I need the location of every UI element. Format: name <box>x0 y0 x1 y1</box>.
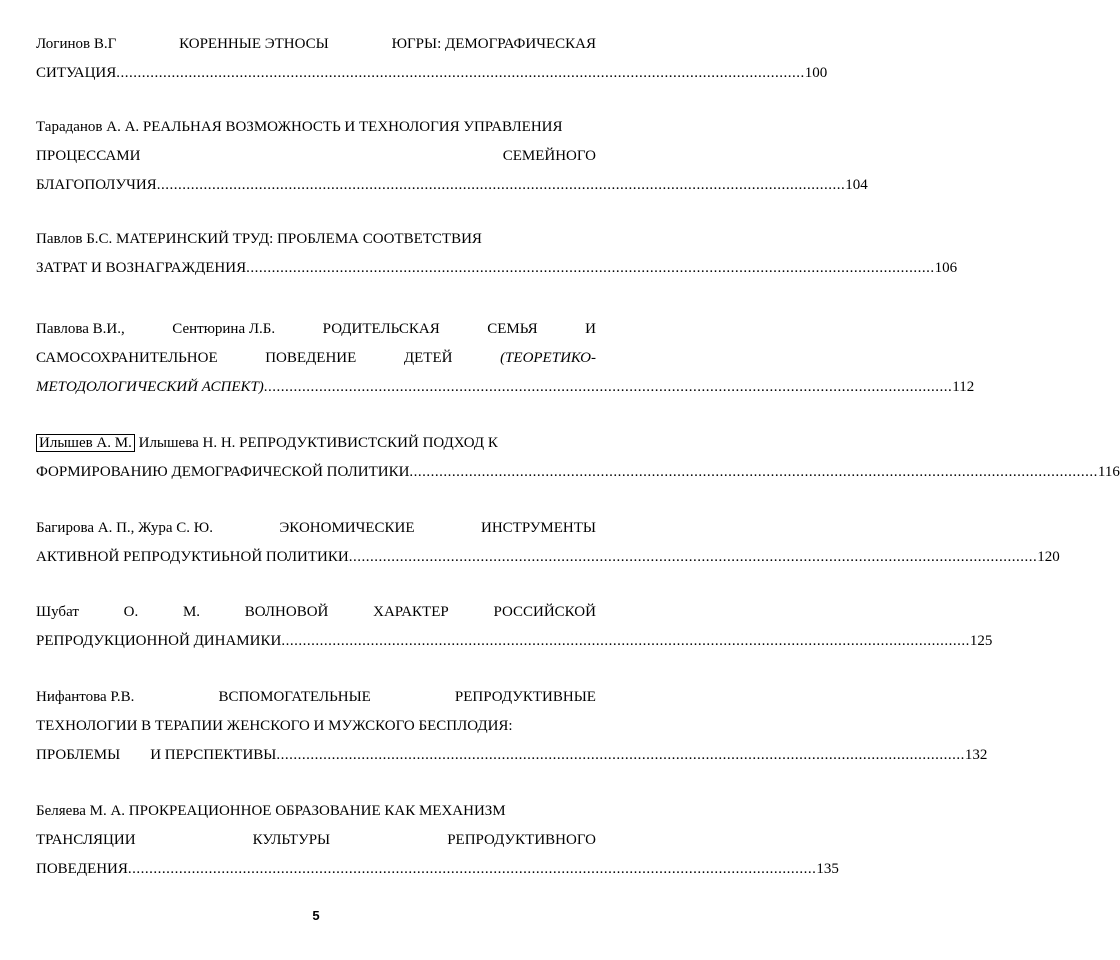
entry-title-part: ЭКОНОМИЧЕСКИЕ <box>279 520 415 536</box>
entry-title-end: И ПЕРСПЕКТИВЫ <box>150 747 277 763</box>
toc-entry-5-line-1 <box>36 432 596 454</box>
leader-dots: .................................................................................................................................................................. <box>156 177 846 193</box>
entry-title-part: КУЛЬТУРЫ <box>252 832 331 848</box>
entry-title-end: ЗАТРАТ И ВОЗНАГРАЖДЕНИЯ <box>36 260 247 276</box>
entry-title-part: САМОСОХРАНИТЕЛЬНОЕ <box>36 350 218 366</box>
entry-title-part: ТРАНСЛЯЦИИ <box>36 832 136 848</box>
entry-author: Павлова В.И., <box>36 321 125 337</box>
entry-page-number: 132 <box>964 747 988 763</box>
entry-page-number: 112 <box>952 379 975 395</box>
entry-title-part: ТЕХНОЛОГИИ В ТЕРАПИИ ЖЕНСКОГО И МУЖСКОГО БЕСПЛОДИЯ: <box>36 718 513 734</box>
toc-entry-9-line-2 <box>36 829 596 851</box>
entry-page-number: 135 <box>816 861 839 877</box>
entry-title-part: ВОЛНОВОЙ <box>244 604 329 620</box>
toc-entry-8-line-2 <box>36 715 596 737</box>
entry-title-end: РЕПРОДУКЦИОННОЙ ДИНАМИКИ <box>36 633 282 649</box>
entry-title-part: РЕПРОДУКТИВНОГО <box>447 832 596 848</box>
toc-entry-2-line-1: Тараданов А. А. РЕАЛЬНАЯ ВОЗМОЖНОСТЬ И ТЕХНОЛОГИЯ УПРАВЛЕНИЯ <box>36 119 563 135</box>
entry-author: Багирова А. П., Жура С. Ю. <box>36 520 213 536</box>
toc-entry-8-line-3 <box>36 744 988 766</box>
entry-author: Нифантова Р.В. <box>36 689 135 705</box>
entry-author: О. <box>123 604 139 620</box>
toc-entry-7-line-1 <box>36 601 596 623</box>
entry-subtitle-part: (ТЕОРЕТИКО- <box>500 350 596 366</box>
entry-title-part: ПРОБЛЕМЫ <box>36 747 121 763</box>
entry-title-part: КОРЕННЫЕ ЭТНОСЫ <box>179 36 329 52</box>
toc-entry-1-line-2 <box>36 62 828 84</box>
entry-title-end: СИТУАЦИЯ <box>36 65 117 81</box>
entry-page-number: 120 <box>1037 549 1060 565</box>
entry-author: Шубат <box>36 604 79 620</box>
toc-entry-7-line-2 <box>36 630 993 652</box>
entry-title-end: ПОВЕДЕНИЯ <box>36 861 128 877</box>
toc-entry-3-line-1: Павлов Б.С. МАТЕРИНСКИЙ ТРУД: ПРОБЛЕМА СООТВЕТСТВИЯ <box>36 231 482 247</box>
entry-title-part: ИНСТРУМЕНТЫ <box>480 520 596 536</box>
toc-entry-3-line-2 <box>36 257 958 279</box>
toc-entry-8-line-1 <box>36 686 596 708</box>
entry-title-part: РЕПРОДУКТИВНЫЕ <box>454 689 596 705</box>
leader-dots: .................................................................................................................................................................. <box>263 379 953 395</box>
entry-title-part: ДЕТЕЙ <box>403 350 453 366</box>
toc-entry-6-line-1 <box>36 517 596 539</box>
entry-title-part: РОССИЙСКОЙ <box>493 604 596 620</box>
toc-entry-5-line-2 <box>36 461 1120 483</box>
entry-title-part: СЕМЬЯ <box>487 321 538 337</box>
entry-title-part: ЮГРЫ: ДЕМОГРАФИЧЕСКАЯ <box>391 36 596 52</box>
entry-page-number: 100 <box>804 65 828 81</box>
entry-title-part: СЕМЕЙНОГО <box>502 148 596 164</box>
entry-title-part: И <box>585 321 596 337</box>
entry-title-part: ПРОЦЕССАМИ <box>36 148 141 164</box>
entry-title-part: ВСПОМОГАТЕЛЬНЫЕ <box>218 689 371 705</box>
toc-entry-4-line-3 <box>36 376 975 398</box>
page-number: 5 <box>312 908 320 923</box>
toc-entry-2-line-3 <box>36 174 868 196</box>
entry-title-part: РОДИТЕЛЬСКАЯ <box>322 321 440 337</box>
leader-dots: .................................................................................................................................................................. <box>127 861 817 877</box>
entry-subtitle-end: МЕТОДОЛОГИЧЕСКИЙ АСПЕКТ) <box>36 379 264 395</box>
toc-entry-9-line-1: Беляева М. А. ПРОКРЕАЦИОННОЕ ОБРАЗОВАНИЕ КАК МЕХАНИЗМ <box>36 803 506 819</box>
leader-dots: .................................................................................................................................................................. <box>281 633 970 649</box>
entry-title-end: ФОРМИРОВАНИЮ ДЕМОГРАФИЧЕСКОЙ ПОЛИТИКИ <box>36 464 410 480</box>
toc-entry-9-line-3 <box>36 858 839 880</box>
entry-author: Сентюрина Л.Б. <box>172 321 276 337</box>
entry-page-number: 106 <box>934 260 958 276</box>
leader-dots: .................................................................................................................................................................. <box>246 260 935 276</box>
entry-title-part: ПОВЕДЕНИЕ <box>265 350 357 366</box>
entry-title-part: Илышева Н. Н. РЕПРОДУКТИВИСТСКИЙ ПОДХОД К <box>138 435 498 451</box>
entry-page-number: 116 <box>1097 464 1120 480</box>
entry-page-number: 125 <box>969 633 993 649</box>
entry-title-end: АКТИВНОЙ РЕПРОДУКТИЬНОЙ ПОЛИТИКИ <box>36 549 349 565</box>
toc-entry-1-line-1 <box>36 33 596 55</box>
leader-dots: .................................................................................................................................................................. <box>276 747 965 763</box>
toc-entry-4-line-2 <box>36 347 596 369</box>
entry-title-part: ХАРАКТЕР <box>373 604 449 620</box>
toc-entry-6-line-2 <box>36 546 1060 568</box>
leader-dots: .................................................................................................................................................................. <box>116 65 805 81</box>
entry-page-number: 104 <box>845 177 868 193</box>
toc-entry-2-line-2 <box>36 145 596 167</box>
toc-entry-4-line-1 <box>36 318 596 340</box>
leader-dots: .................................................................................................................................................................. <box>409 464 1098 480</box>
entry-author: Логинов В.Г <box>36 36 117 52</box>
highlighted-author: Илышев А. М. <box>36 434 135 452</box>
leader-dots: .................................................................................................................................................................. <box>348 549 1038 565</box>
entry-author: М. <box>182 604 201 620</box>
entry-title-end: БЛАГОПОЛУЧИЯ <box>36 177 157 193</box>
